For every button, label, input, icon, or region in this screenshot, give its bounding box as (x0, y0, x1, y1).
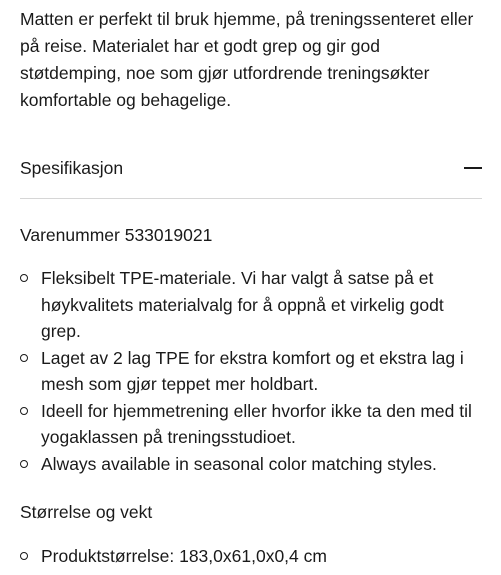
feature-list (20, 265, 482, 477)
size-text: Produktstørrelse: 183,0x61,0x0,4 cm (41, 546, 327, 566)
feature-text: Ideell for hjemmetrening eller hvorfor ikke ta den med til yogaklassen på treningsstudioet. (41, 400, 472, 447)
list-item (20, 451, 482, 478)
sku-number: Varenummer 533019021 (20, 225, 213, 245)
size-list (20, 543, 482, 570)
bullet-icon (20, 407, 28, 415)
bullet-icon (20, 552, 28, 560)
list-item (20, 398, 482, 451)
list-item (20, 543, 482, 570)
bullet-icon (20, 354, 28, 362)
feature-text: Fleksibelt TPE-materiale. Vi har valgt å satse på et høykvalitets materialvalg for å oppnå et virkelig godt grep. (41, 268, 444, 341)
feature-text: Always available in seasonal color matching styles. (41, 453, 437, 474)
size-weight-heading: Størrelse og vekt (20, 502, 153, 522)
list-item (20, 265, 482, 345)
feature-text: Laget av 2 lag TPE for ekstra komfort og et ekstra lag i mesh som gjør teppet mer holdbart. (41, 347, 464, 394)
product-description: Matten er perfekt til bruk hjemme, på treningssenteret eller på reise. Materialet har et godt grep og gir god støtdemping, noe som gjør utfordrende treningsøkter komfortable og behagelige. (20, 9, 474, 110)
specification-title: Spesifikasjon (20, 157, 124, 178)
list-item (20, 345, 482, 398)
specification-accordion-toggle[interactable] (20, 148, 482, 188)
bullet-icon (20, 460, 28, 468)
bullet-icon (20, 274, 28, 282)
divider (20, 198, 482, 199)
minus-icon[interactable] (464, 160, 482, 176)
